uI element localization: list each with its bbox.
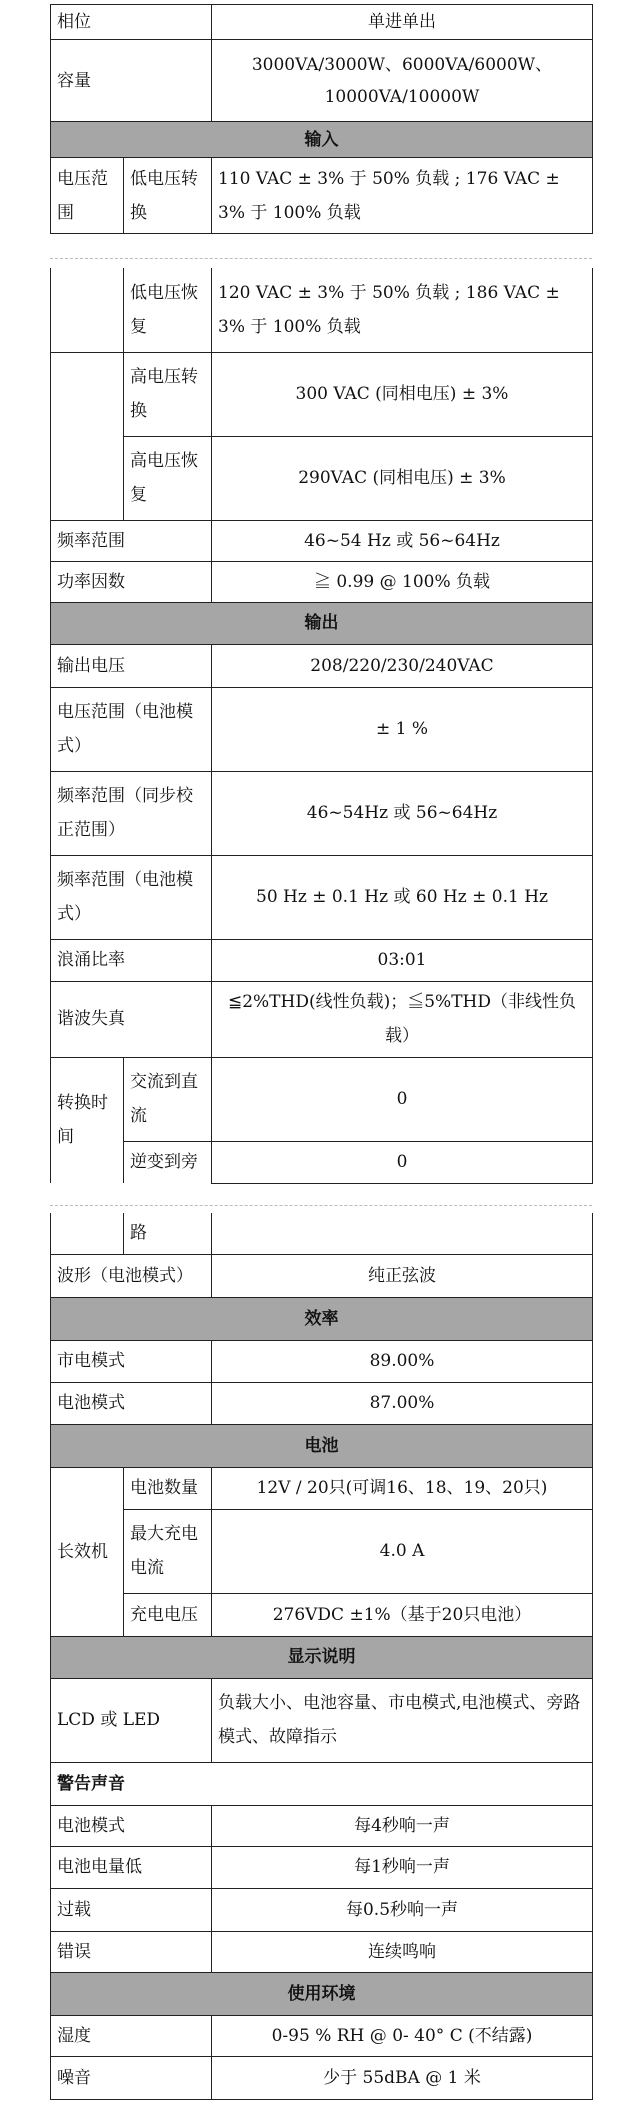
phase-label: 相位 bbox=[51, 5, 212, 40]
alarm-battery-low-label: 电池电量低 bbox=[51, 1846, 212, 1888]
table-row bbox=[51, 5, 593, 40]
section-header-display: 显示说明 bbox=[51, 1636, 593, 1678]
voltage-range-batt-label: 电压范围（电池模式） bbox=[51, 687, 212, 771]
battery-count-value: 12V / 20只(可调16、18、19、20只) bbox=[212, 1467, 593, 1509]
table-row bbox=[51, 352, 593, 436]
voltage-range-label: 电压范围 bbox=[51, 158, 124, 234]
transfer-time-label: 转换时间 bbox=[51, 1057, 124, 1183]
ac-dc-label: 交流到直流 bbox=[124, 1057, 212, 1141]
voltage-range-continued bbox=[51, 436, 124, 520]
power-factor-value: ≧ 0.99 @ 100% 负载 bbox=[212, 561, 593, 602]
table-row bbox=[51, 1678, 593, 1762]
high-transfer-value: 300 VAC (同相电压) ± 3% bbox=[212, 352, 593, 436]
alarm-battery-low-value: 每1秒响一声 bbox=[212, 1846, 593, 1888]
table-row bbox=[51, 1297, 593, 1340]
table-row bbox=[51, 2015, 593, 2056]
table-row bbox=[51, 1636, 593, 1678]
table-row bbox=[51, 436, 593, 520]
table-row bbox=[51, 981, 593, 1057]
table-row bbox=[51, 1509, 593, 1593]
alarm-fault-value: 连续鸣响 bbox=[212, 1931, 593, 1972]
section-header-efficiency: 效率 bbox=[51, 1297, 593, 1340]
inv-bypass-value-continued bbox=[212, 1213, 593, 1254]
table-row bbox=[51, 561, 593, 602]
spec-table-part-2 bbox=[50, 268, 593, 1184]
spec-table-part-3 bbox=[50, 1213, 593, 2100]
table-row bbox=[51, 1972, 593, 2015]
efficiency-mains-label: 市电模式 bbox=[51, 1340, 212, 1382]
low-transfer-label: 低电压转换 bbox=[124, 158, 212, 234]
table-row bbox=[51, 1057, 593, 1141]
charge-voltage-label: 充电电压 bbox=[124, 1593, 212, 1636]
voltage-range-batt-value: ± 1 % bbox=[212, 687, 593, 771]
table-row bbox=[51, 939, 593, 981]
table-row bbox=[51, 1382, 593, 1424]
alarm-overload-value: 每0.5秒响一声 bbox=[212, 1888, 593, 1931]
output-voltage-value: 208/220/230/240VAC bbox=[212, 644, 593, 687]
alarm-battery-mode-label: 电池模式 bbox=[51, 1805, 212, 1846]
spec-table-part-1 bbox=[50, 4, 593, 234]
waveform-label: 波形（电池模式） bbox=[51, 1254, 212, 1297]
table-row bbox=[51, 771, 593, 855]
table-row bbox=[51, 520, 593, 561]
alarm-fault-label: 错误 bbox=[51, 1931, 212, 1972]
max-charge-value: 4.0 A bbox=[212, 1509, 593, 1593]
thd-label: 谐波失真 bbox=[51, 981, 212, 1057]
table-row bbox=[51, 644, 593, 687]
table-row bbox=[51, 1424, 593, 1467]
freq-range-label: 频率范围 bbox=[51, 520, 212, 561]
table-row bbox=[51, 1593, 593, 1636]
table-row bbox=[51, 1141, 593, 1183]
table-row bbox=[51, 855, 593, 939]
table-row bbox=[51, 40, 593, 122]
inv-bypass-label-part1: 逆变到旁 bbox=[124, 1141, 212, 1183]
table-row bbox=[51, 602, 593, 644]
display-label: LCD 或 LED bbox=[51, 1678, 212, 1762]
page-break-divider bbox=[50, 258, 592, 259]
efficiency-battery-label: 电池模式 bbox=[51, 1382, 212, 1424]
charge-voltage-value: 276VDC ±1%（基于20只电池） bbox=[212, 1593, 593, 1636]
waveform-value: 纯正弦波 bbox=[212, 1254, 593, 1297]
display-value: 负载大小、电池容量、市电模式,电池模式、旁路模式、故障指示 bbox=[212, 1678, 593, 1762]
noise-label: 噪音 bbox=[51, 2056, 212, 2099]
table-row bbox=[51, 1931, 593, 1972]
table-row bbox=[51, 122, 593, 158]
transfer-time-continued bbox=[51, 1213, 124, 1254]
capacity-value: 3000VA/3000W、6000VA/6000W、10000VA/10000W bbox=[212, 40, 593, 122]
freq-batt-label: 频率范围（电池模式） bbox=[51, 855, 212, 939]
capacity-label: 容量 bbox=[51, 40, 212, 122]
section-header-environment: 使用环境 bbox=[51, 1972, 593, 2015]
high-recover-label: 高电压恢复 bbox=[124, 436, 212, 520]
section-header-alarm: 警告声音 bbox=[51, 1762, 593, 1805]
high-transfer-label: 高电压转换 bbox=[124, 352, 212, 436]
crest-label: 浪涌比率 bbox=[51, 939, 212, 981]
table-row bbox=[51, 268, 593, 352]
power-factor-label: 功率因数 bbox=[51, 561, 212, 602]
low-transfer-value: 110 VAC ± 3% 于 50% 负载 ; 176 VAC ± 3% 于 100% 负载 bbox=[212, 158, 593, 234]
voltage-range-continued bbox=[51, 268, 124, 352]
freq-sync-value: 46~54Hz 或 56~64Hz bbox=[212, 771, 593, 855]
table-row bbox=[51, 1213, 593, 1254]
freq-batt-value: 50 Hz ± 0.1 Hz 或 60 Hz ± 0.1 Hz bbox=[212, 855, 593, 939]
ac-dc-value: 0 bbox=[212, 1057, 593, 1141]
phase-value: 单进单出 bbox=[212, 5, 593, 40]
table-row bbox=[51, 1888, 593, 1931]
table-row bbox=[51, 1340, 593, 1382]
battery-model-label: 长效机 bbox=[51, 1467, 124, 1636]
inv-bypass-label-part2: 路 bbox=[124, 1213, 212, 1254]
efficiency-battery-value: 87.00% bbox=[212, 1382, 593, 1424]
table-row bbox=[51, 1254, 593, 1297]
section-header-battery: 电池 bbox=[51, 1424, 593, 1467]
table-row bbox=[51, 2056, 593, 2099]
humidity-label: 湿度 bbox=[51, 2015, 212, 2056]
table-row bbox=[51, 687, 593, 771]
efficiency-mains-value: 89.00% bbox=[212, 1340, 593, 1382]
max-charge-label: 最大充电电流 bbox=[124, 1509, 212, 1593]
freq-range-value: 46~54 Hz 或 56~64Hz bbox=[212, 520, 593, 561]
battery-count-label: 电池数量 bbox=[124, 1467, 212, 1509]
freq-sync-label: 频率范围（同步校正范围） bbox=[51, 771, 212, 855]
voltage-range-continued bbox=[51, 352, 124, 436]
alarm-overload-label: 过载 bbox=[51, 1888, 212, 1931]
alarm-battery-mode-value: 每4秒响一声 bbox=[212, 1805, 593, 1846]
table-row bbox=[51, 1805, 593, 1846]
section-header-input: 输入 bbox=[51, 122, 593, 158]
table-row bbox=[51, 1762, 593, 1805]
inv-bypass-value: 0 bbox=[212, 1141, 593, 1183]
table-row bbox=[51, 1846, 593, 1888]
section-header-output: 输出 bbox=[51, 602, 593, 644]
high-recover-value: 290VAC (同相电压) ± 3% bbox=[212, 436, 593, 520]
noise-value: 少于 55dBA @ 1 米 bbox=[212, 2056, 593, 2099]
thd-value: ≦2%THD(线性负载)；≦5%THD（非线性负载） bbox=[212, 981, 593, 1057]
humidity-value: 0-95 % RH @ 0- 40° C (不结露) bbox=[212, 2015, 593, 2056]
output-voltage-label: 输出电压 bbox=[51, 644, 212, 687]
crest-value: 03:01 bbox=[212, 939, 593, 981]
table-row bbox=[51, 158, 593, 234]
low-recover-value: 120 VAC ± 3% 于 50% 负载 ; 186 VAC ± 3% 于 100% 负载 bbox=[212, 268, 593, 352]
low-recover-label: 低电压恢复 bbox=[124, 268, 212, 352]
table-row bbox=[51, 1467, 593, 1509]
page-break-divider bbox=[50, 1205, 592, 1206]
